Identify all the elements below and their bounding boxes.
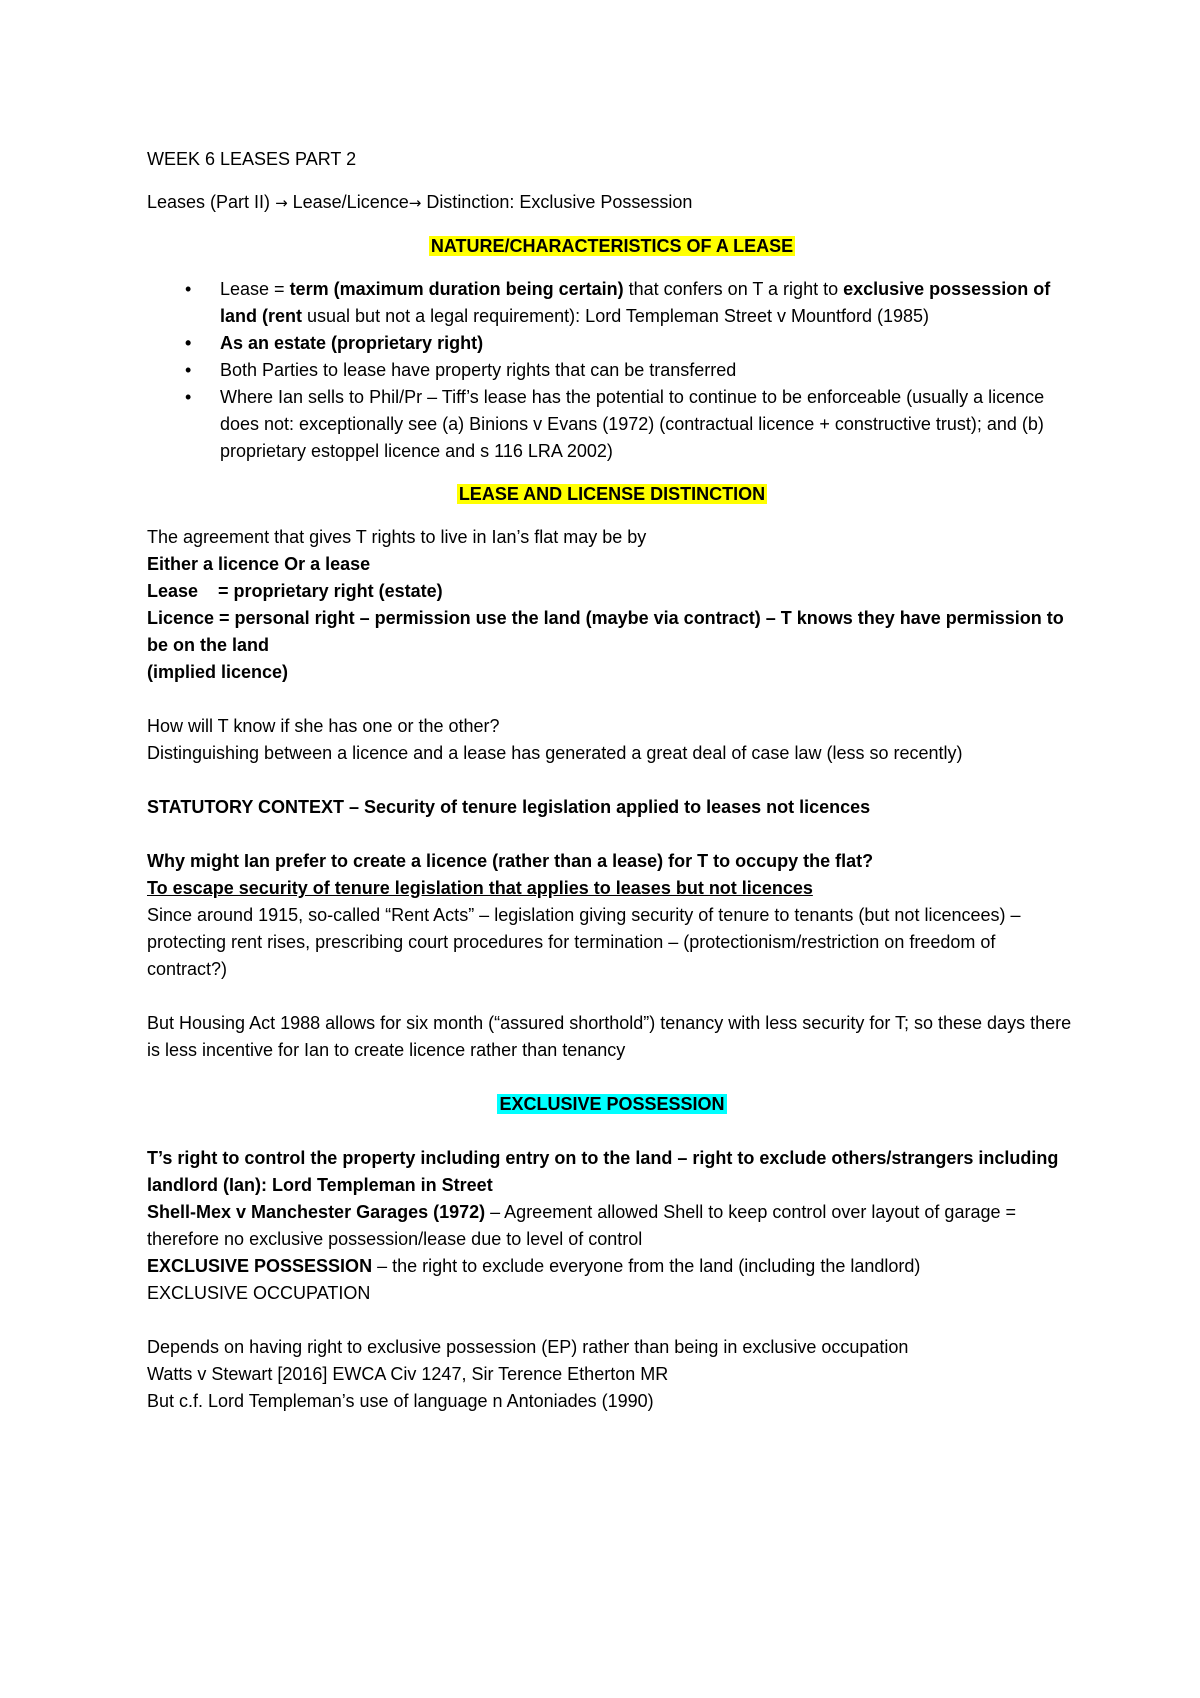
paragraph: Shell-Mex v Manchester Garages (1972) – Agreement allowed Shell to keep control over layout of garage = therefore no exclusive possession/lease due to level of control [147, 1202, 1016, 1249]
section-heading-distinction: LEASE AND LICENSE DISTINCTION [458, 484, 766, 504]
paragraph: Lease = proprietary right (estate) [147, 581, 443, 601]
paragraph: EXCLUSIVE OCCUPATION [147, 1283, 371, 1303]
paragraph: Distinguishing between a licence and a lease has generated a great deal of case law (less so recently) [147, 743, 963, 763]
paragraph: The agreement that gives T rights to live in Ian’s flat may be by [147, 527, 647, 547]
nature-bullet-list [147, 276, 1077, 465]
bullet-icon: • [185, 360, 192, 380]
paragraph: (implied licence) [147, 662, 289, 682]
paragraph: Watts v Stewart [2016] EWCA Civ 1247, Sir Terence Etherton MR [147, 1364, 669, 1384]
paragraph: How will T know if she has one or the other? [147, 716, 500, 736]
paragraph: But Housing Act 1988 allows for six month (“assured shorthold”) tenancy with less security for T; so these days there is less incentive for Ian to create licence rather than tenancy [147, 1013, 1072, 1060]
subtitle-part3: Distinction: Exclusive Possession [421, 192, 693, 212]
list-item: • Lease = term (maximum duration being certain) that confers on T a right to exclusive possession of land (rent usual but not a legal requirement): Lord Templeman Street v Mountford (1985) [147, 276, 1077, 330]
paragraph: Licence = personal right – permission use the land (maybe via contract) – T knows they have permission to be on the land [147, 608, 1064, 655]
paragraph: EXCLUSIVE POSSESSION – the right to exclude everyone from the land (including the landlord) [147, 1256, 921, 1276]
bullet-icon: • [185, 333, 192, 353]
paragraph: But c.f. Lord Templeman’s use of language n Antoniades (1990) [147, 1391, 654, 1411]
right-arrow-icon: → [408, 194, 422, 212]
document-title: WEEK 6 LEASES PART 2 [147, 149, 357, 169]
document-page [147, 146, 1077, 1415]
paragraph: Either a licence Or a lease [147, 554, 371, 574]
list-item: • Both Parties to lease have property rights that can be transferred [147, 357, 1077, 384]
list-item: • Where Ian sells to Phil/Pr – Tiff’s lease has the potential to continue to be enforceable (usually a licence does not: exceptionally see (a) Binions v Evans (1972) (contractual licence + constructive trust); and (b) proprietary estoppel licence and s 116 LRA 2002) [147, 384, 1077, 465]
paragraph: Depends on having right to exclusive possession (EP) rather than being in exclusive occupation [147, 1337, 909, 1357]
subtitle-part1: Leases (Part II) [147, 192, 276, 212]
paragraph: Why might Ian prefer to create a licence (rather than a lease) for T to occupy the flat? [147, 851, 874, 871]
paragraph: Since around 1915, so-called “Rent Acts” – legislation giving security of tenure to tenants (but not licencees) – protecting rent rises, prescribing court procedures for termination – (protectionism/restriction on freedom of contract?) [147, 905, 1021, 979]
right-arrow-icon: → [275, 194, 288, 212]
document-subtitle [147, 189, 1077, 217]
list-item: • As an estate (proprietary right) [147, 330, 1077, 357]
subtitle-part2: Lease/Licence [287, 192, 409, 212]
paragraph: T’s right to control the property including entry on to the land – right to exclude others/strangers including landlord (Ian): Lord Templeman in Street [147, 1148, 1059, 1195]
section-heading-nature: NATURE/CHARACTERISTICS OF A LEASE [430, 236, 794, 256]
bullet-icon: • [185, 387, 192, 407]
bullet-icon: • [185, 279, 192, 299]
section-heading-exclusive-possession: EXCLUSIVE POSSESSION [499, 1094, 725, 1114]
paragraph: STATUTORY CONTEXT – Security of tenure legislation applied to leases not licences [147, 797, 871, 817]
paragraph: To escape security of tenure legislation that applies to leases but not licences [147, 878, 813, 898]
